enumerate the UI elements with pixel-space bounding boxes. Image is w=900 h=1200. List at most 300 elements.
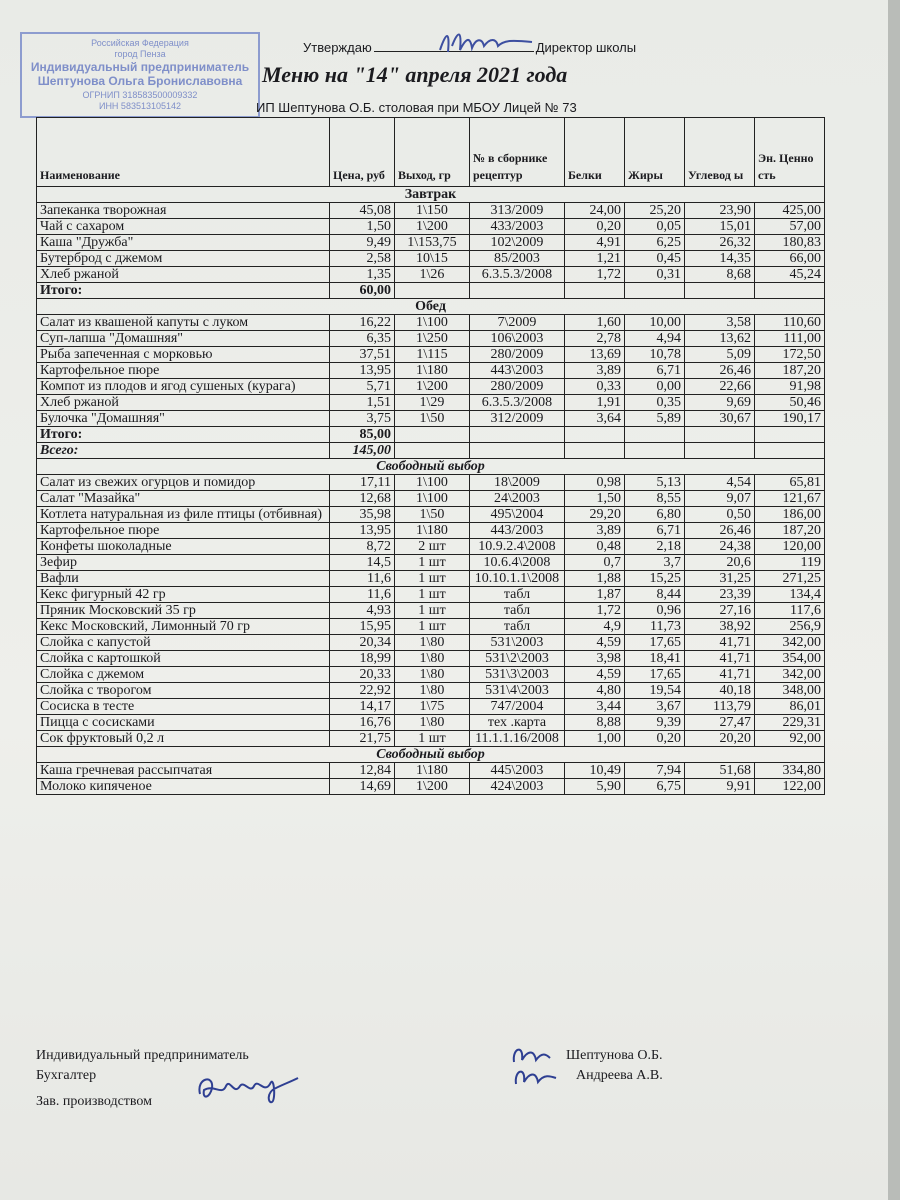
cell-protein: 1,91 <box>565 395 625 411</box>
cell-energy: 110,60 <box>755 315 825 331</box>
cell-protein: 5,90 <box>565 779 625 795</box>
cell-name: Каша "Дружба" <box>37 235 330 251</box>
cell-yield: 1\115 <box>395 347 470 363</box>
cell-protein: 8,88 <box>565 715 625 731</box>
cell-price: 22,92 <box>330 683 395 699</box>
cell-energy: 271,25 <box>755 571 825 587</box>
cell-protein: 4,9 <box>565 619 625 635</box>
total-row <box>37 283 825 299</box>
empty-cell <box>470 443 565 459</box>
cell-recipe: 18\2009 <box>470 475 565 491</box>
cell-carbs: 13,62 <box>685 331 755 347</box>
table-row <box>37 651 825 667</box>
cell-recipe: 6.3.5.3/2008 <box>470 267 565 283</box>
cell-fat: 6,71 <box>625 363 685 379</box>
cell-price: 18,99 <box>330 651 395 667</box>
cell-name: Хлеб ржаной <box>37 395 330 411</box>
cell-carbs: 26,32 <box>685 235 755 251</box>
cell-fat: 6,75 <box>625 779 685 795</box>
table-row <box>37 779 825 795</box>
cell-name: Каша гречневая рассыпчатая <box>37 763 330 779</box>
cell-energy: 120,00 <box>755 539 825 555</box>
cell-price: 11,6 <box>330 587 395 603</box>
empty-cell <box>625 283 685 299</box>
cell-yield: 1\200 <box>395 379 470 395</box>
footer-entrepreneur-name: Шептунова О.Б. <box>566 1048 663 1063</box>
empty-cell <box>395 427 470 443</box>
total-value: 145,00 <box>330 443 395 459</box>
cell-carbs: 3,58 <box>685 315 755 331</box>
cell-energy: 65,81 <box>755 475 825 491</box>
cell-recipe: 531\2\2003 <box>470 651 565 667</box>
total-label: Всего: <box>37 443 330 459</box>
cell-protein: 4,59 <box>565 635 625 651</box>
empty-cell <box>470 283 565 299</box>
cell-recipe: 495\2004 <box>470 507 565 523</box>
approve-suffix: Директор школы <box>535 40 637 55</box>
empty-cell <box>685 427 755 443</box>
cell-price: 1,51 <box>330 395 395 411</box>
stamp-line: город Пенза <box>114 49 166 59</box>
cell-yield: 1\200 <box>395 219 470 235</box>
cell-energy: 111,00 <box>755 331 825 347</box>
cell-recipe: 24\2003 <box>470 491 565 507</box>
cell-energy: 348,00 <box>755 683 825 699</box>
page-title: Меню на "14" апреля 2021 года <box>262 62 568 87</box>
table-row <box>37 347 825 363</box>
empty-cell <box>625 443 685 459</box>
header-energy: Эн. Ценно сть <box>755 118 825 187</box>
cell-price: 14,17 <box>330 699 395 715</box>
table-row <box>37 475 825 491</box>
cell-carbs: 27,47 <box>685 715 755 731</box>
table-row <box>37 555 825 571</box>
cell-recipe: 433/2003 <box>470 219 565 235</box>
cell-carbs: 23,90 <box>685 203 755 219</box>
cell-yield: 1\153,75 <box>395 235 470 251</box>
cell-yield: 1 шт <box>395 619 470 635</box>
cell-recipe: 10.10.1.1\2008 <box>470 571 565 587</box>
cell-energy: 45,24 <box>755 267 825 283</box>
cell-name: Слойка с джемом <box>37 667 330 683</box>
cell-protein: 2,78 <box>565 331 625 347</box>
cell-energy: 91,98 <box>755 379 825 395</box>
cell-recipe: 106\2003 <box>470 331 565 347</box>
cell-carbs: 20,20 <box>685 731 755 747</box>
cell-price: 45,08 <box>330 203 395 219</box>
empty-cell <box>565 443 625 459</box>
footer-accountant: Бухгалтер <box>36 1068 97 1083</box>
cell-name: Котлета натуральная из филе птицы (отбивная) <box>37 507 330 523</box>
cell-recipe: 531\2003 <box>470 635 565 651</box>
cell-recipe: табл <box>470 603 565 619</box>
section-row <box>37 187 825 203</box>
cell-yield: 1\180 <box>395 363 470 379</box>
cell-name: Запеканка творожная <box>37 203 330 219</box>
cell-yield: 1 шт <box>395 587 470 603</box>
empty-cell <box>685 283 755 299</box>
cell-price: 35,98 <box>330 507 395 523</box>
cell-name: Конфеты шоколадные <box>37 539 330 555</box>
cell-recipe: 280/2009 <box>470 379 565 395</box>
menu-table <box>36 117 825 795</box>
section-title: Свободный выбор <box>37 747 825 763</box>
cell-fat: 17,65 <box>625 667 685 683</box>
total-value: 60,00 <box>330 283 395 299</box>
cell-protein: 0,48 <box>565 539 625 555</box>
cell-yield: 1\80 <box>395 683 470 699</box>
cell-carbs: 8,68 <box>685 267 755 283</box>
cell-protein: 4,91 <box>565 235 625 251</box>
cell-carbs: 9,07 <box>685 491 755 507</box>
cell-protein: 3,64 <box>565 411 625 427</box>
table-header-row <box>37 118 825 187</box>
director-signature <box>432 24 542 58</box>
cell-name: Картофельное пюре <box>37 363 330 379</box>
cell-recipe: 445\2003 <box>470 763 565 779</box>
cell-name: Сок фруктовый 0,2 л <box>37 731 330 747</box>
cell-yield: 1 шт <box>395 571 470 587</box>
table-row <box>37 411 825 427</box>
cell-yield: 1\50 <box>395 411 470 427</box>
table-row <box>37 763 825 779</box>
cell-name: Чай с сахаром <box>37 219 330 235</box>
cell-energy: 354,00 <box>755 651 825 667</box>
cell-carbs: 30,67 <box>685 411 755 427</box>
cell-yield: 1\180 <box>395 523 470 539</box>
cell-name: Рыба запеченная с морковью <box>37 347 330 363</box>
cell-fat: 6,71 <box>625 523 685 539</box>
cell-recipe: 747/2004 <box>470 699 565 715</box>
cell-carbs: 38,92 <box>685 619 755 635</box>
cell-energy: 57,00 <box>755 219 825 235</box>
cell-name: Зефир <box>37 555 330 571</box>
cell-price: 14,69 <box>330 779 395 795</box>
cell-energy: 334,80 <box>755 763 825 779</box>
table-row <box>37 715 825 731</box>
cell-energy: 256,9 <box>755 619 825 635</box>
cell-fat: 2,18 <box>625 539 685 555</box>
cell-fat: 4,94 <box>625 331 685 347</box>
cell-yield: 1\80 <box>395 715 470 731</box>
cell-yield: 1 шт <box>395 555 470 571</box>
cell-name: Слойка с картошкой <box>37 651 330 667</box>
cell-protein: 0,20 <box>565 219 625 235</box>
approve-prefix: Утверждаю <box>303 40 372 55</box>
header-name: Наименование <box>37 118 330 187</box>
cell-fat: 10,78 <box>625 347 685 363</box>
cell-recipe: 10.6.4\2008 <box>470 555 565 571</box>
cell-protein: 24,00 <box>565 203 625 219</box>
cell-protein: 3,89 <box>565 523 625 539</box>
table-row <box>37 603 825 619</box>
cell-carbs: 26,46 <box>685 523 755 539</box>
empty-cell <box>755 443 825 459</box>
cell-fat: 6,80 <box>625 507 685 523</box>
total-label: Итого: <box>37 427 330 443</box>
cell-yield: 1\250 <box>395 331 470 347</box>
cell-energy: 66,00 <box>755 251 825 267</box>
table-row <box>37 219 825 235</box>
cell-yield: 1\100 <box>395 315 470 331</box>
table-row <box>37 667 825 683</box>
cell-yield: 1\200 <box>395 779 470 795</box>
cell-protein: 1,50 <box>565 491 625 507</box>
header-carbs: Углевод ы <box>685 118 755 187</box>
cell-protein: 3,89 <box>565 363 625 379</box>
cell-energy: 121,67 <box>755 491 825 507</box>
table-row <box>37 379 825 395</box>
table-row <box>37 683 825 699</box>
empty-cell <box>470 427 565 443</box>
manager-signature <box>194 1066 304 1106</box>
total-value: 85,00 <box>330 427 395 443</box>
cell-price: 9,49 <box>330 235 395 251</box>
cell-price: 15,95 <box>330 619 395 635</box>
stamp-line: Шептунова Ольга Брониславовна <box>37 74 243 88</box>
table-row <box>37 267 825 283</box>
cell-recipe: 312/2009 <box>470 411 565 427</box>
empty-cell <box>625 427 685 443</box>
cell-name: Сосиска в тесте <box>37 699 330 715</box>
cell-fat: 0,05 <box>625 219 685 235</box>
table-row <box>37 539 825 555</box>
cell-price: 3,75 <box>330 411 395 427</box>
cell-name: Слойка с капустой <box>37 635 330 651</box>
total-row <box>37 443 825 459</box>
cell-protein: 4,59 <box>565 667 625 683</box>
cell-protein: 0,33 <box>565 379 625 395</box>
cell-energy: 119 <box>755 555 825 571</box>
cell-fat: 19,54 <box>625 683 685 699</box>
cell-carbs: 41,71 <box>685 667 755 683</box>
footer-accountant-name: Андреева А.В. <box>576 1068 663 1083</box>
cell-fat: 11,73 <box>625 619 685 635</box>
cell-name: Булочка "Домашняя" <box>37 411 330 427</box>
cell-price: 20,33 <box>330 667 395 683</box>
cell-fat: 0,20 <box>625 731 685 747</box>
cell-yield: 1\100 <box>395 491 470 507</box>
cell-energy: 342,00 <box>755 667 825 683</box>
cell-energy: 180,83 <box>755 235 825 251</box>
cell-recipe: 10.9.2.4\2008 <box>470 539 565 555</box>
cell-price: 5,71 <box>330 379 395 395</box>
cell-yield: 1\150 <box>395 203 470 219</box>
stamp-line: Индивидуальный предприниматель <box>30 60 250 74</box>
cell-recipe: 443/2003 <box>470 523 565 539</box>
cell-protein: 3,44 <box>565 699 625 715</box>
cell-fat: 0,45 <box>625 251 685 267</box>
table-row <box>37 699 825 715</box>
cell-price: 11,6 <box>330 571 395 587</box>
cell-yield: 2 шт <box>395 539 470 555</box>
cell-name: Бутерброд с джемом <box>37 251 330 267</box>
company-stamp <box>20 32 260 118</box>
cell-protein: 1,72 <box>565 603 625 619</box>
cell-energy: 172,50 <box>755 347 825 363</box>
cell-price: 16,76 <box>330 715 395 731</box>
cell-protein: 3,98 <box>565 651 625 667</box>
cell-protein: 4,80 <box>565 683 625 699</box>
cell-yield: 1\50 <box>395 507 470 523</box>
cell-name: Суп-лапша "Домашняя" <box>37 331 330 347</box>
cell-recipe: 6.3.5.3/2008 <box>470 395 565 411</box>
empty-cell <box>565 283 625 299</box>
cell-protein: 0,98 <box>565 475 625 491</box>
cell-price: 6,35 <box>330 331 395 347</box>
table-row <box>37 251 825 267</box>
cell-carbs: 27,16 <box>685 603 755 619</box>
cell-energy: 187,20 <box>755 363 825 379</box>
cell-name: Картофельное пюре <box>37 523 330 539</box>
cell-carbs: 113,79 <box>685 699 755 715</box>
cell-recipe: тех .карта <box>470 715 565 731</box>
cell-name: Пицца с сосисками <box>37 715 330 731</box>
header-price: Цена, руб <box>330 118 395 187</box>
cell-yield: 1\180 <box>395 763 470 779</box>
stamp-line: ОГРНИП 318583500009332 <box>82 90 198 100</box>
cell-protein: 13,69 <box>565 347 625 363</box>
empty-cell <box>755 427 825 443</box>
cell-carbs: 41,71 <box>685 635 755 651</box>
cell-price: 13,95 <box>330 363 395 379</box>
cell-recipe: 531\4\2003 <box>470 683 565 699</box>
cell-fat: 5,89 <box>625 411 685 427</box>
cell-energy: 92,00 <box>755 731 825 747</box>
cell-fat: 18,41 <box>625 651 685 667</box>
cell-fat: 7,94 <box>625 763 685 779</box>
cell-energy: 122,00 <box>755 779 825 795</box>
cell-carbs: 24,38 <box>685 539 755 555</box>
cell-energy: 190,17 <box>755 411 825 427</box>
cell-recipe: 11.1.1.16/2008 <box>470 731 565 747</box>
cell-price: 8,72 <box>330 539 395 555</box>
table-row <box>37 731 825 747</box>
cell-recipe: 531\3\2003 <box>470 667 565 683</box>
cell-carbs: 14,35 <box>685 251 755 267</box>
stamp-line: Российская Федерация <box>91 38 189 48</box>
section-title: Завтрак <box>37 187 825 203</box>
cell-name: Вафли <box>37 571 330 587</box>
cell-fat: 10,00 <box>625 315 685 331</box>
cell-energy: 425,00 <box>755 203 825 219</box>
cell-carbs: 31,25 <box>685 571 755 587</box>
cell-protein: 1,88 <box>565 571 625 587</box>
table-row <box>37 571 825 587</box>
cell-carbs: 23,39 <box>685 587 755 603</box>
header-yield: Выход, гр <box>395 118 470 187</box>
cell-recipe: 7\2009 <box>470 315 565 331</box>
cell-protein: 1,72 <box>565 267 625 283</box>
footer-entrepreneur: Индивидуальный предприниматель <box>36 1048 249 1063</box>
cell-carbs: 51,68 <box>685 763 755 779</box>
cell-yield: 1\100 <box>395 475 470 491</box>
section-row <box>37 747 825 763</box>
cell-fat: 17,65 <box>625 635 685 651</box>
cell-yield: 1\29 <box>395 395 470 411</box>
cell-recipe: 313/2009 <box>470 203 565 219</box>
cell-price: 14,5 <box>330 555 395 571</box>
section-title: Обед <box>37 299 825 315</box>
table-row <box>37 523 825 539</box>
table-row <box>37 619 825 635</box>
cell-recipe: табл <box>470 619 565 635</box>
cell-yield: 10\15 <box>395 251 470 267</box>
cell-yield: 1\80 <box>395 667 470 683</box>
cell-price: 12,68 <box>330 491 395 507</box>
cell-protein: 1,87 <box>565 587 625 603</box>
cell-price: 1,35 <box>330 267 395 283</box>
cell-fat: 0,96 <box>625 603 685 619</box>
cell-name: Салат из квашеной капуты с луком <box>37 315 330 331</box>
cell-fat: 9,39 <box>625 715 685 731</box>
cell-price: 13,95 <box>330 523 395 539</box>
cell-name: Слойка с творогом <box>37 683 330 699</box>
total-row <box>37 427 825 443</box>
page-subtitle: ИП Шептунова О.Б. столовая при МБОУ Лицей № 73 <box>256 100 577 115</box>
background-edge <box>888 0 900 1200</box>
header-recipe: № в сборнике рецептур <box>470 118 565 187</box>
cell-carbs: 4,54 <box>685 475 755 491</box>
empty-cell <box>395 443 470 459</box>
cell-yield: 1\75 <box>395 699 470 715</box>
cell-price: 17,11 <box>330 475 395 491</box>
cell-protein: 10,49 <box>565 763 625 779</box>
section-title: Свободный выбор <box>37 459 825 475</box>
cell-energy: 187,20 <box>755 523 825 539</box>
cell-name: Кекс Московский, Лимонный 70 гр <box>37 619 330 635</box>
cell-fat: 3,67 <box>625 699 685 715</box>
cell-fat: 0,35 <box>625 395 685 411</box>
cell-name: Компот из плодов и ягод сушеных (курага) <box>37 379 330 395</box>
cell-protein: 1,21 <box>565 251 625 267</box>
empty-cell <box>685 443 755 459</box>
header-protein: Белки <box>565 118 625 187</box>
cell-carbs: 0,50 <box>685 507 755 523</box>
cell-carbs: 9,91 <box>685 779 755 795</box>
footer-right <box>566 1046 663 1086</box>
table-row <box>37 331 825 347</box>
cell-fat: 5,13 <box>625 475 685 491</box>
stamp-line: ИНН 583513105142 <box>98 101 182 111</box>
cell-energy: 229,31 <box>755 715 825 731</box>
cell-fat: 0,00 <box>625 379 685 395</box>
total-label: Итого: <box>37 283 330 299</box>
cell-recipe: 102\2009 <box>470 235 565 251</box>
table-row <box>37 507 825 523</box>
cell-price: 20,34 <box>330 635 395 651</box>
cell-carbs: 15,01 <box>685 219 755 235</box>
cell-fat: 8,44 <box>625 587 685 603</box>
cell-fat: 25,20 <box>625 203 685 219</box>
cell-energy: 117,6 <box>755 603 825 619</box>
cell-energy: 86,01 <box>755 699 825 715</box>
cell-fat: 15,25 <box>625 571 685 587</box>
table-row <box>37 363 825 379</box>
cell-name: Молоко кипяченое <box>37 779 330 795</box>
cell-name: Салат "Мазайка" <box>37 491 330 507</box>
cell-name: Пряник Московский 35 гр <box>37 603 330 619</box>
table-row <box>37 587 825 603</box>
cell-price: 2,58 <box>330 251 395 267</box>
cell-yield: 1 шт <box>395 731 470 747</box>
cell-fat: 6,25 <box>625 235 685 251</box>
cell-carbs: 22,66 <box>685 379 755 395</box>
cell-carbs: 26,46 <box>685 363 755 379</box>
cell-energy: 186,00 <box>755 507 825 523</box>
cell-yield: 1\80 <box>395 635 470 651</box>
cell-carbs: 41,71 <box>685 651 755 667</box>
